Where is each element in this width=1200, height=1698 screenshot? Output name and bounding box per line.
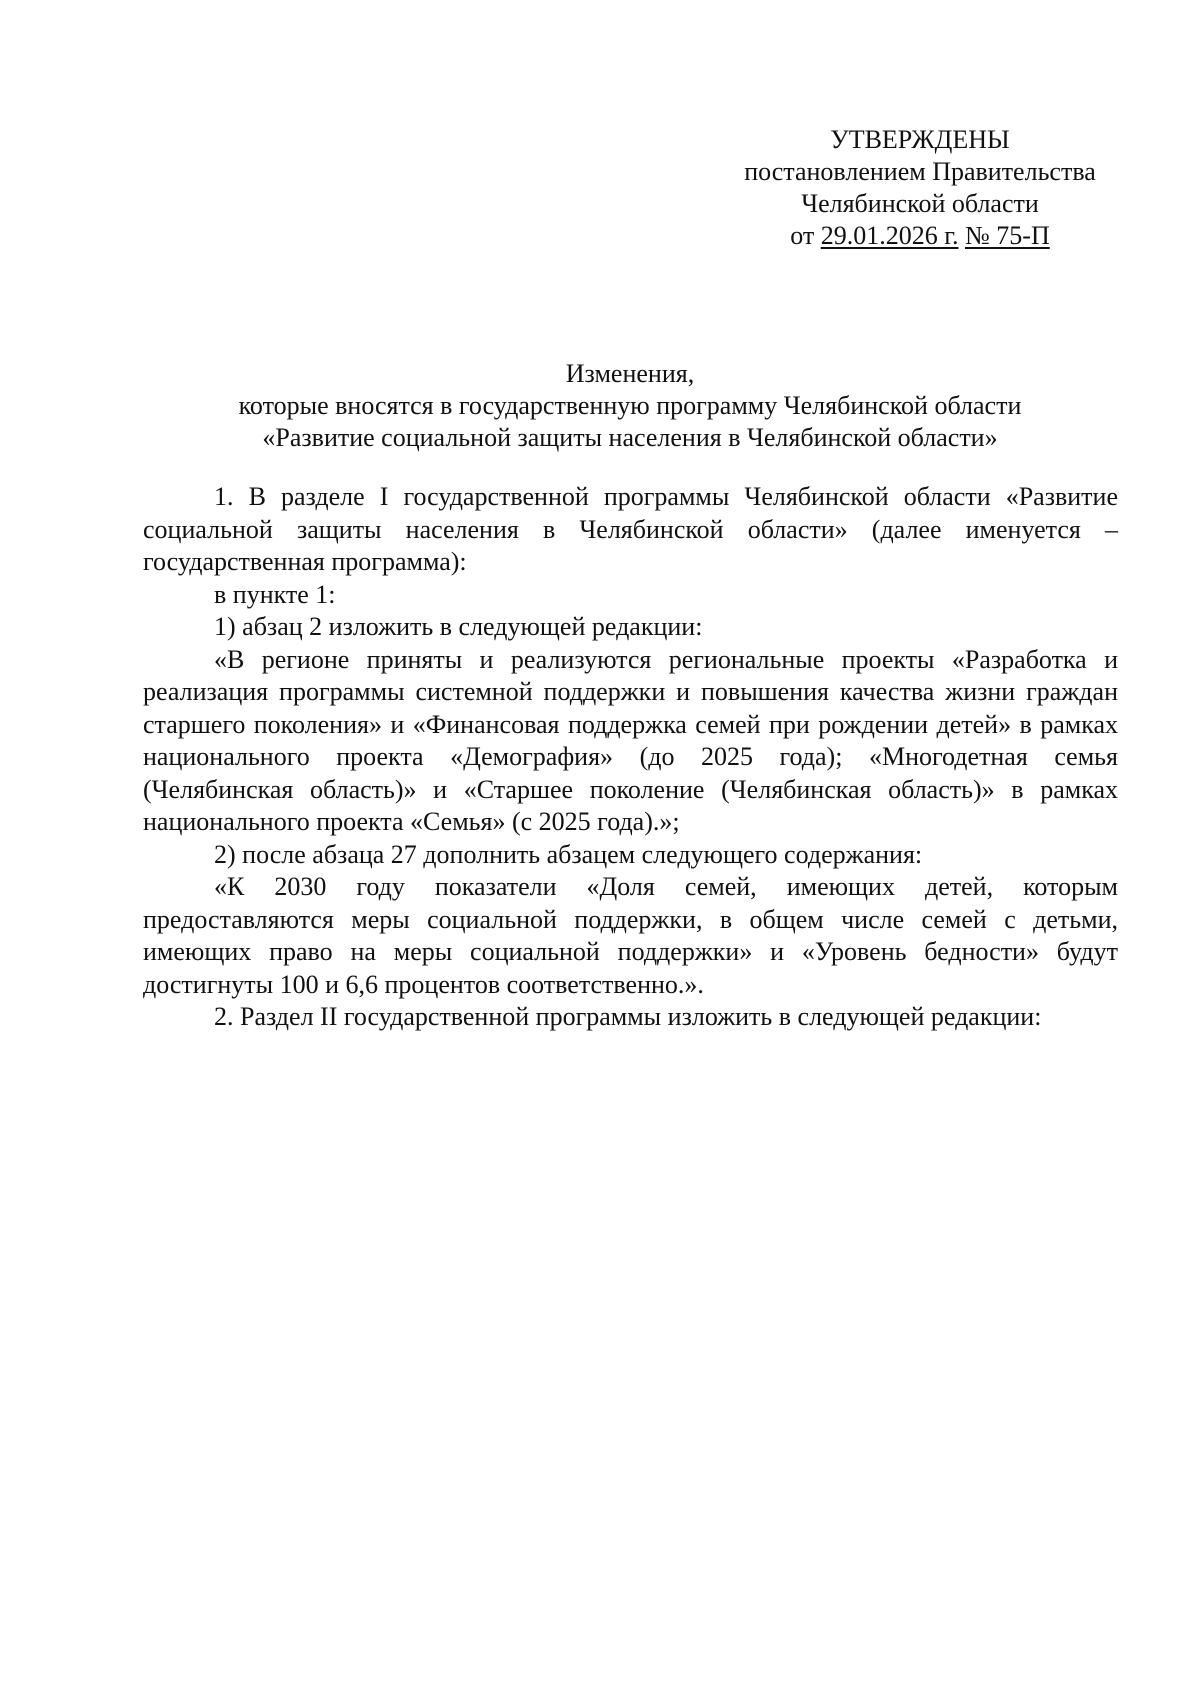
approval-issuer-line: постановлением Правительства: [744, 157, 1096, 186]
paragraph-item-1: 1. В разделе I государственной программы Челябинской области «Развитие социальной защиты населения в Челябинской области» (далее именуется – государственная программа):: [143, 482, 1118, 576]
approval-date-number-line: [720, 220, 1120, 252]
paragraph-subitem-1: 1) абзац 2 изложить в следующей редакции:: [214, 612, 703, 641]
paragraph-quote-1: «В регионе приняты и реализуются региональные проекты «Разработка и реализация программы системной поддержки и повышения качества жизни граждан старшего поколения» и «Финансовая поддержка семей при рождении детей» в рамках национального проекта «Демография» (до 2025 года); «Многодетная семья (Челябинская область)» и «Старшее поколение (Челябинская область)» в рамках национального проекта «Семья» (с 2025 года).»;: [143, 644, 1118, 836]
document-body: [143, 481, 1118, 1034]
approval-stamp: [720, 124, 1120, 252]
title-line-3: «Развитие социальной защиты населения в Челябинской области»: [262, 423, 998, 452]
approval-heading: УТВЕРЖДЕНЫ: [830, 125, 1010, 154]
paragraph-item-2: 2. Раздел II государственной программы изложить в следующей редакции:: [214, 1002, 1042, 1031]
approval-date: 29.01.2026 г.: [820, 221, 959, 250]
document-title: [140, 358, 1120, 454]
paragraph-subitem-2: 2) после абзаца 27 дополнить абзацем следующего содержания:: [214, 839, 923, 869]
title-line-1: Изменения,: [565, 359, 695, 388]
approval-date-prefix: от: [790, 221, 815, 250]
paragraph-point-1: в пункте 1:: [214, 579, 336, 609]
paragraph-quote-2: «К 2030 году показатели «Доля семей, имеющих детей, которым предоставляются меры социальной поддержки, в общем числе семей с детьми, имеющих право на меры социальной поддержки» и «Уровень бедности» будут достигнуты 100 и 6,6 процентов соответственно.».: [143, 872, 1118, 999]
approval-number: № 75-П: [965, 221, 1050, 250]
title-line-2: которые вносятся в государственную программу Челябинской области: [238, 391, 1022, 420]
approval-region-line: Челябинской области: [801, 189, 1039, 218]
